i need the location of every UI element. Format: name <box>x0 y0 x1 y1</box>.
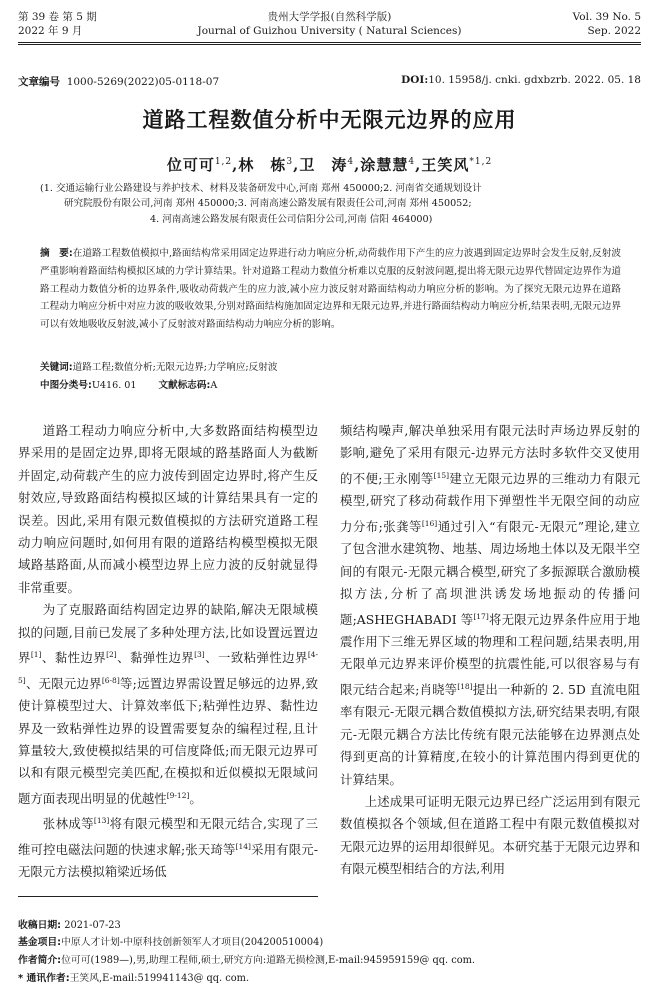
classification <box>40 377 217 394</box>
clc-value: U416. 01 <box>91 380 137 391</box>
author-list: 位可可$^{1,2}$,林 栋$^3$,卫 涛$^4$,涂慧慧$^4$,王笑风$^{*1,2}$ <box>166 156 493 174</box>
paper-title: 道路工程数值分析中无限元边界的应用 <box>142 108 517 132</box>
body-column-left <box>18 420 318 884</box>
footnote-label: 基金项目: <box>18 937 62 948</box>
abstract <box>40 245 621 334</box>
footnote-value: 位可可(1989—),男,助理工程师,硕士,研究方向:道路无损检测,E-mail:945959159@ qq. com. <box>61 955 475 966</box>
citation: [16] <box>421 518 438 528</box>
footnote-label: 作者简介: <box>18 955 62 966</box>
body-paragraph: 频结构噪声,解决单独采用有限元法时声场边界反射的影响,避免了采用有限元-边界元方法时多软件交叉使用的不便;王永刚等[15]建立无限元边界的三维动力有限元模型,研究了移动荷载作用下弹塑性半无限空间的动应力分布;张龚等[16]通过引入“有限元-无限元”理论,建立了包含泄水建筑物、地基、周边场地土体以及无限半空间的有限元-无限元耦合模型,研究了多振源联合激励模拟方法,分析了高坝泄洪诱发场地振动的传播问题;ASHEGHABADI 等[17]将无限元边界条件应用于地震作用下三维无界区域的物理和工程问题,结果表明,用无限单元边界来评价模型的抗震性能,可以很容易与有限元结合起来;肖晓等[18]提出一种新的 2. 5D 直流电阻率有限元-无限元耦合数值模拟方法,研究结果表明,有限元-无限元耦合方法比传统有限元法能够在边界测点处得到更高的计算精度,在较小的计算范围内得到更优的计算结果。 <box>340 423 641 787</box>
citation: [6-8] <box>101 675 120 685</box>
citation: [4-5] <box>18 650 319 685</box>
abstract-label: 摘 要: <box>40 248 73 259</box>
author-name: 位可可 <box>166 156 215 174</box>
abstract-text: 在道路工程数值模拟中,路面结构常采用固定边界进行动力响应分析,动荷载作用下产生的应力波遇到固定边界时会发生反射,反射波严重影响着路面结构模拟区域的力学计算结果。针对道路工程动力数值分析难以克服的反射波问题,提出将无限元边界代替固定边界作为道路工程动力数值分析的边界条件,吸收动荷载产生的应力波,减小应力波反射对路面结构动力响应分析的影响。为了探究无限元边界在道路工程动力响应分析中对应力波的吸收效果,分别对路面结构施加固定边界和无限元边界,并进行路面结构动力响应分析,结果表明,无限元边界可以有效地吸收反射波,减小了反射波对路面结构动力响应分析的影响。 <box>40 248 621 331</box>
author-name: 卫 涛 <box>299 156 348 174</box>
header-date-en: Sep. 2022 <box>587 25 641 37</box>
doi <box>401 74 641 86</box>
clc-label: 中图分类号: <box>40 380 92 391</box>
footnote-author <box>18 952 641 969</box>
header-volume-en <box>573 10 641 38</box>
article-number <box>18 74 219 89</box>
footnote-corresponding <box>18 970 641 987</box>
body-column-right <box>340 420 640 881</box>
doi-value: 10. 15958/j. cnki. gdxbzrb. 2022. 05. 18 <box>428 74 641 86</box>
footnote-received <box>18 917 641 934</box>
doc-code-label: 文献标志码: <box>158 380 211 391</box>
citation: [2] <box>106 650 117 660</box>
footnote-label: 收稿日期: <box>18 920 62 931</box>
affiliation-line: 研究院股份有限公司,河南 郑州 450000;3. 河南高速公路发展有限责任公司,河南 郑州 450052; <box>64 198 472 209</box>
journal-name-cn: 贵州大学学报(自然科学版) <box>267 11 392 23</box>
author-affiliation-mark: 3 <box>286 157 294 167</box>
affiliation-line: (1. 交通运输行业公路建设与养护技术、材料及装备研发中心,河南 郑州 450000;2. 河南省交通规划设计 <box>40 183 482 194</box>
keywords-text: 道路工程;数值分析;无限元边界;力学响应;反射波 <box>72 362 278 373</box>
body-paragraph: 张林成等[13]将有限元模型和无限元结合,实现了三维可控电磁法问题的快速求解;张天琦等[14]采用有限元-无限元方法模拟箱梁近场低 <box>18 816 318 880</box>
citation: [14] <box>235 841 251 851</box>
author-affiliation-mark: 1,2 <box>214 157 233 167</box>
header-vol-en: Vol. 39 No. 5 <box>572 11 641 23</box>
citation: [17] <box>473 611 489 621</box>
footnote-value: 中原人才计划-中原科技创新领军人才项目(204200510004) <box>61 937 324 948</box>
citation: [18] <box>457 681 473 691</box>
article-meta <box>18 74 641 88</box>
keywords-label: 关键词: <box>40 362 73 373</box>
footnote-label: * 通讯作者: <box>18 973 70 984</box>
author-name: 涂慧慧 <box>360 156 409 174</box>
footnote-rule <box>18 896 318 897</box>
affiliation-line: 4. 河南高速公路发展有限责任公司信阳分公司,河南 信阳 464000) <box>150 214 433 225</box>
author-name: 林 栋 <box>238 156 287 174</box>
journal-name-en: Journal of Guizhou University ( Natural Sciences) <box>197 25 462 37</box>
header-rule-thin <box>18 44 641 45</box>
footnote-fund <box>18 934 641 951</box>
body-paragraph: 道路工程动力响应分析中,大多数路面结构模型边界采用的是固定边界,即将无限域的路基路面人为截断并固定,动荷载产生的应力波传到固定边界时,将产生反射效应,导致路面结构模拟区域的计算结果具有一定的误差。因此,采用有限元数值模拟的方法研究道路工程动力响应问题时,如何用有限的道路结构模型模拟无限域路基路面,从而减小模型边界上应力波的反射就显得非常重要。 <box>18 423 318 595</box>
header-rule <box>18 42 641 43</box>
header-volume: 第 39 卷 第 5 期 <box>18 11 97 23</box>
body-paragraph: 上述成果可证明无限元边界已经广泛运用到有限元数值模拟各个领域,但在道路工程中有限元数值模拟对无限元边界的运用却很鲜见。本研究基于无限元边界和有限元模型相结合的方法,利用 <box>340 794 640 877</box>
citation: [15] <box>433 470 450 480</box>
citation: [3] <box>194 650 205 660</box>
body-paragraph: 为了克服路面结构固定边界的缺陷,解决无限域模拟的问题,目前已发展了多种处理方法,比如设置远置边界[1]、黏性边界[2]、黏弹性边界[3]、一致粘弹性边界[4-5]、无限元边界[6-8]等;远置边界需设置足够远的边界,致使计算模型过大、计算效率低下;粘弹性边界、黏性边界及一致粘弹性边界的设置需要复杂的编程过程,且计算量较大,致使模拟结果的可信度降低;而无限元边界可以和有限元模型完美匹配,在模拟和近似模拟无限域问题方面表现出明显的优越性[9-12]。 <box>18 602 319 806</box>
article-number-value: 1000-5269(2022)05-0118-07 <box>66 76 220 88</box>
citation: [1] <box>30 650 42 660</box>
doc-code-value: A <box>210 380 218 391</box>
author-name: 王笑风 <box>421 156 470 174</box>
article-number-label: 文章编号 <box>18 76 60 88</box>
footnote-value: 王笑风,E-mail:519941143@ qq. com. <box>69 973 250 984</box>
author-affiliation-mark: 4 <box>347 157 355 167</box>
running-header <box>18 10 641 40</box>
doi-label: DOI: <box>401 74 429 86</box>
author-affiliation-mark: *1,2 <box>469 157 493 167</box>
header-journal <box>18 10 641 38</box>
citation: [9-12] <box>166 790 190 800</box>
footnote-value: 2021-07-23 <box>64 920 121 931</box>
author-affiliation-mark: 4 <box>408 157 416 167</box>
citation: [13] <box>93 816 110 826</box>
keywords <box>40 359 621 376</box>
header-date: 2022 年 9 月 <box>18 25 83 37</box>
